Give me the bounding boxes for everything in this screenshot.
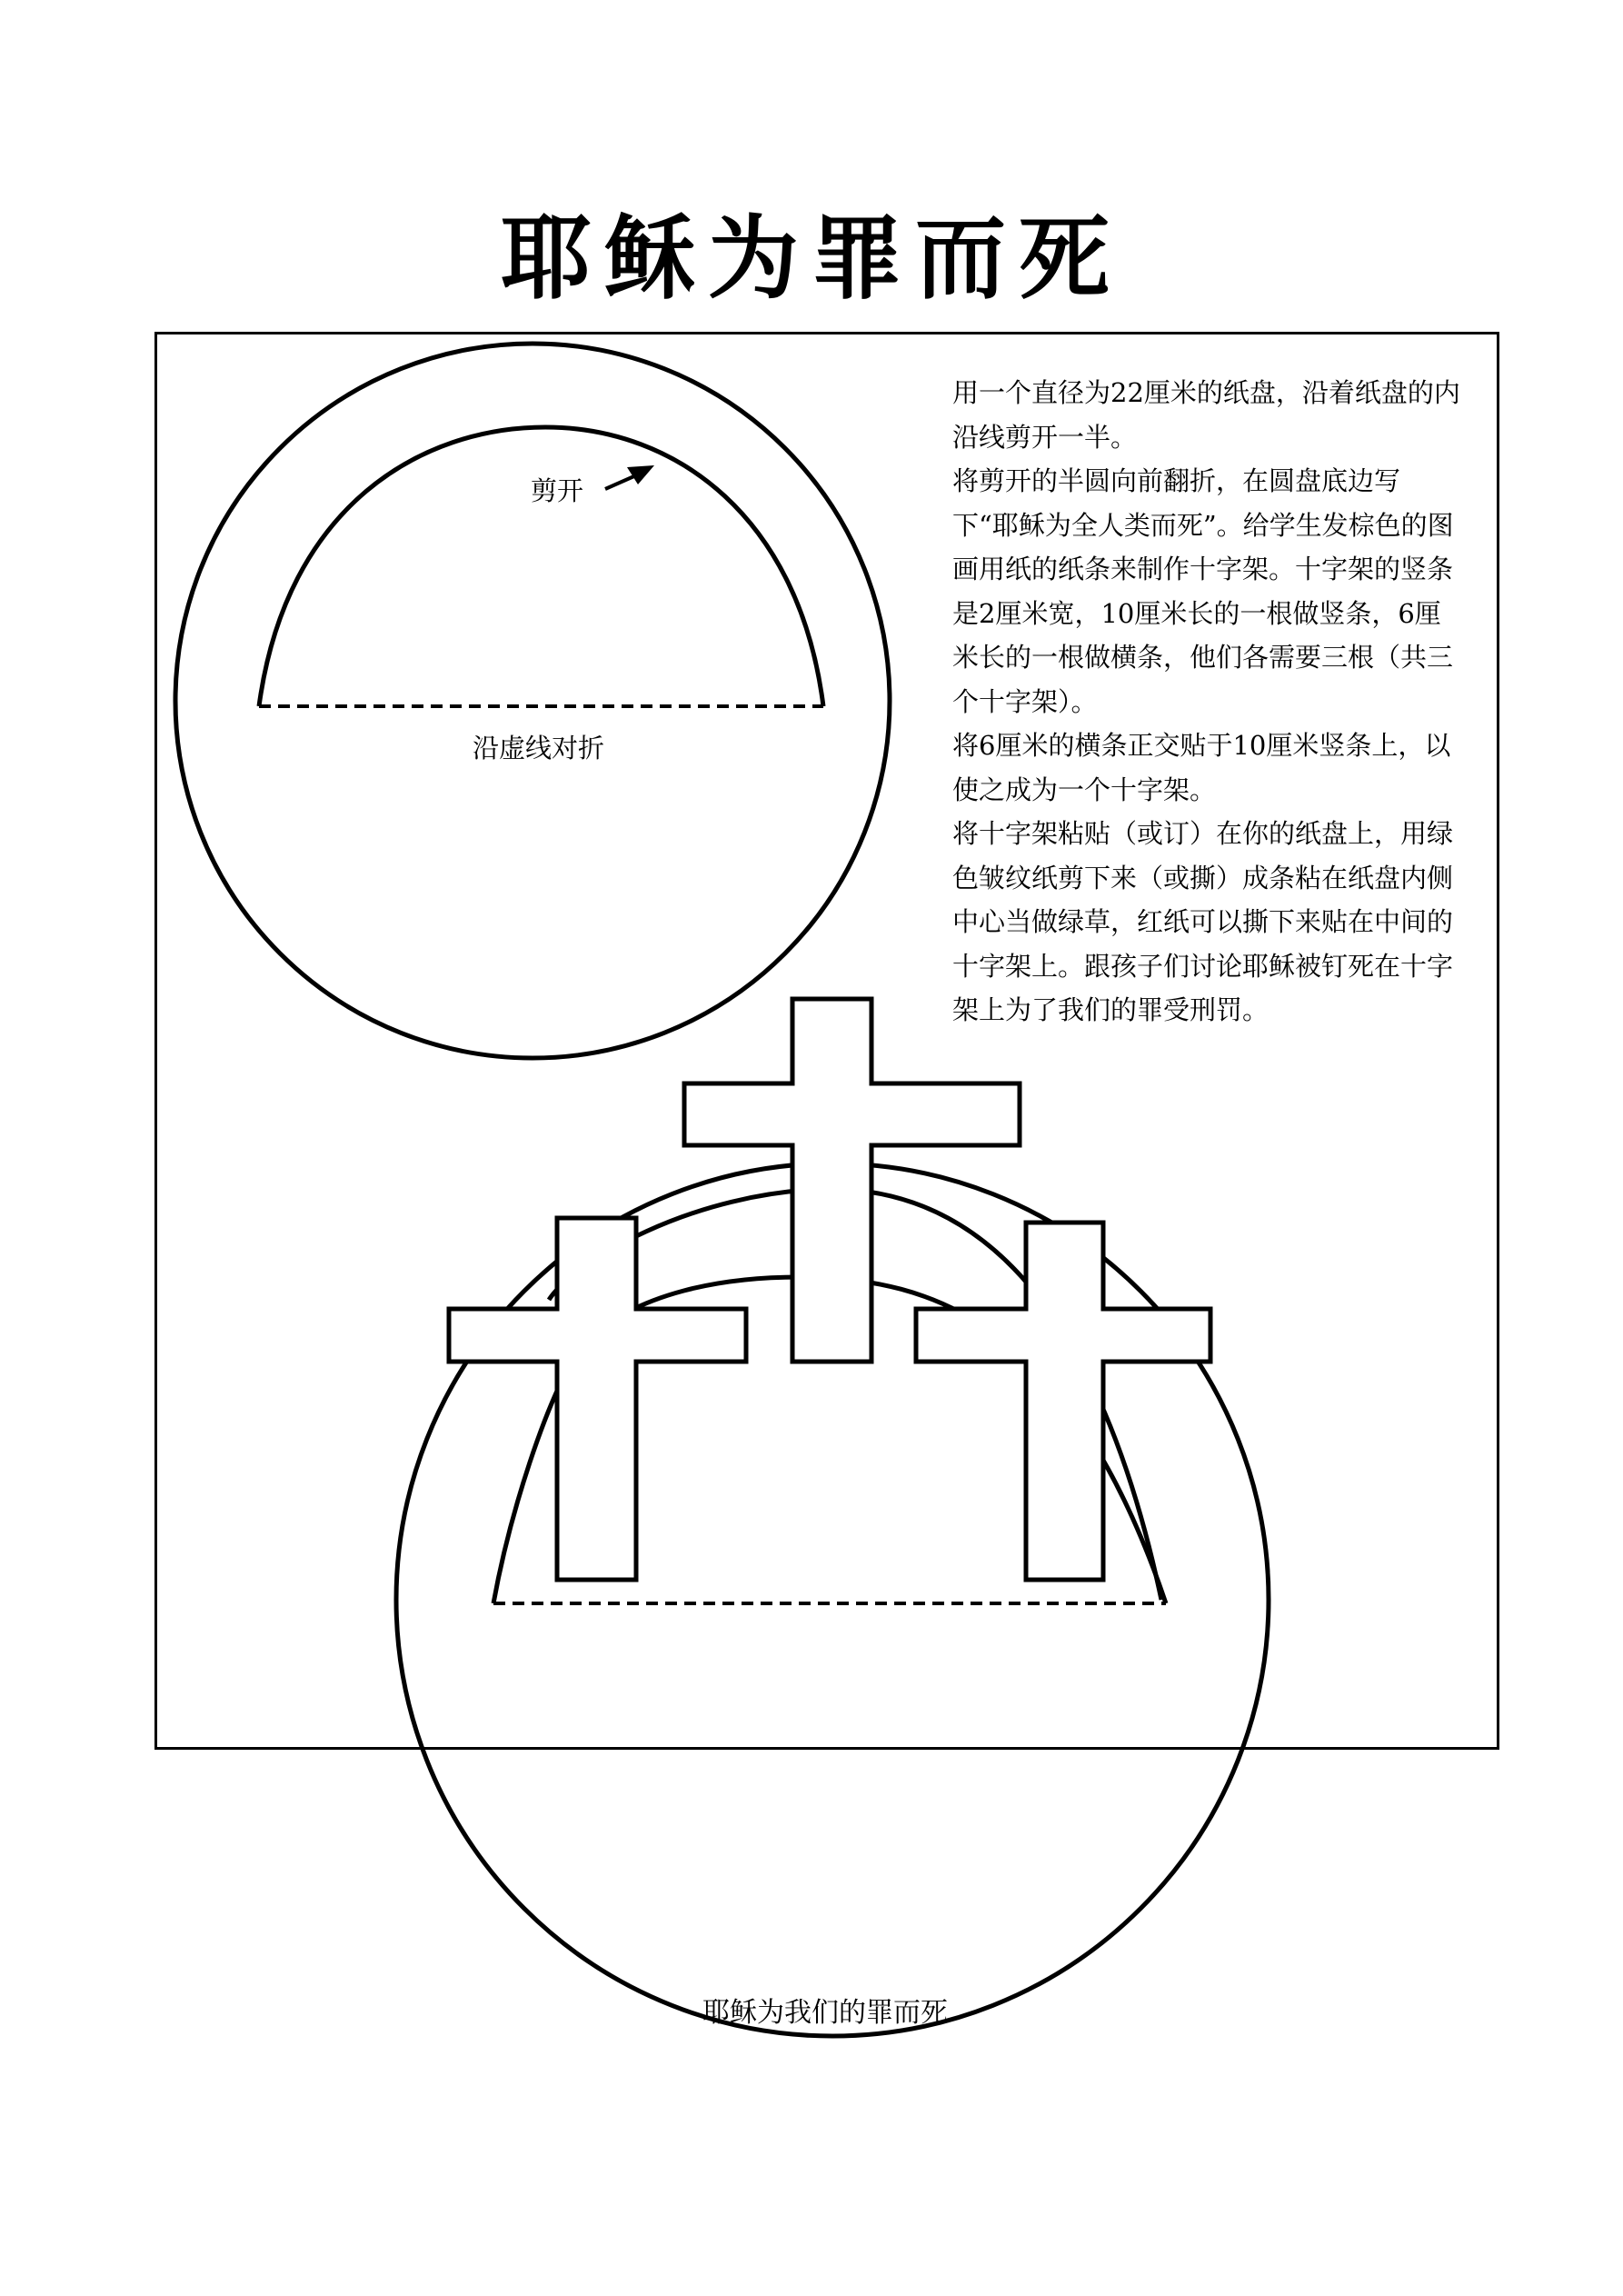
- instruction-step-3: 将6厘米的横条正交贴于10厘米竖条上，以使之成为一个十字架。: [952, 730, 1451, 805]
- cut-label: 剪开: [531, 475, 584, 506]
- instruction-step-4: 将十字架粘贴（或订）在你的纸盘上，用绿色皱纹纸剪下来（或撕）成条粘在纸盘内侧中心当做绿草，红纸可以撕下来贴在中间的十字架上。跟孩子们讨论耶稣被钉死在十字架上为了我们的罪受刑罚。: [952, 818, 1454, 1025]
- cut-arrow-shaft: [605, 475, 636, 489]
- instructions-text: [952, 371, 1461, 1033]
- top-plate-cut-arc: [259, 427, 823, 706]
- fold-label: 沿虚线对折: [473, 733, 605, 764]
- instruction-step-1: 用一个直径为22厘米的纸盘，沿着纸盘的内沿线剪开一半。: [952, 377, 1460, 453]
- instruction-step-2: 将剪开的半圆向前翻折，在圆盘底边写下“耶稣为全人类而死”。给学生发棕色的图画用纸的纸条来制作十字架。十字架的竖条是2厘米宽，10厘米长的一根做竖条，6厘米长的一根做横条，他们各需要三根（共三个十字架）。: [952, 465, 1454, 717]
- bottom-caption: 耶稣为我们的罪而死: [702, 1997, 948, 2029]
- page-title: 耶稣为罪而死: [501, 205, 1122, 312]
- right-cross-shape: [916, 1223, 1210, 1580]
- left-cross-shape: [449, 1218, 746, 1580]
- top-plate-outer-circle: [175, 344, 890, 1058]
- cut-arrow-icon: [627, 465, 654, 484]
